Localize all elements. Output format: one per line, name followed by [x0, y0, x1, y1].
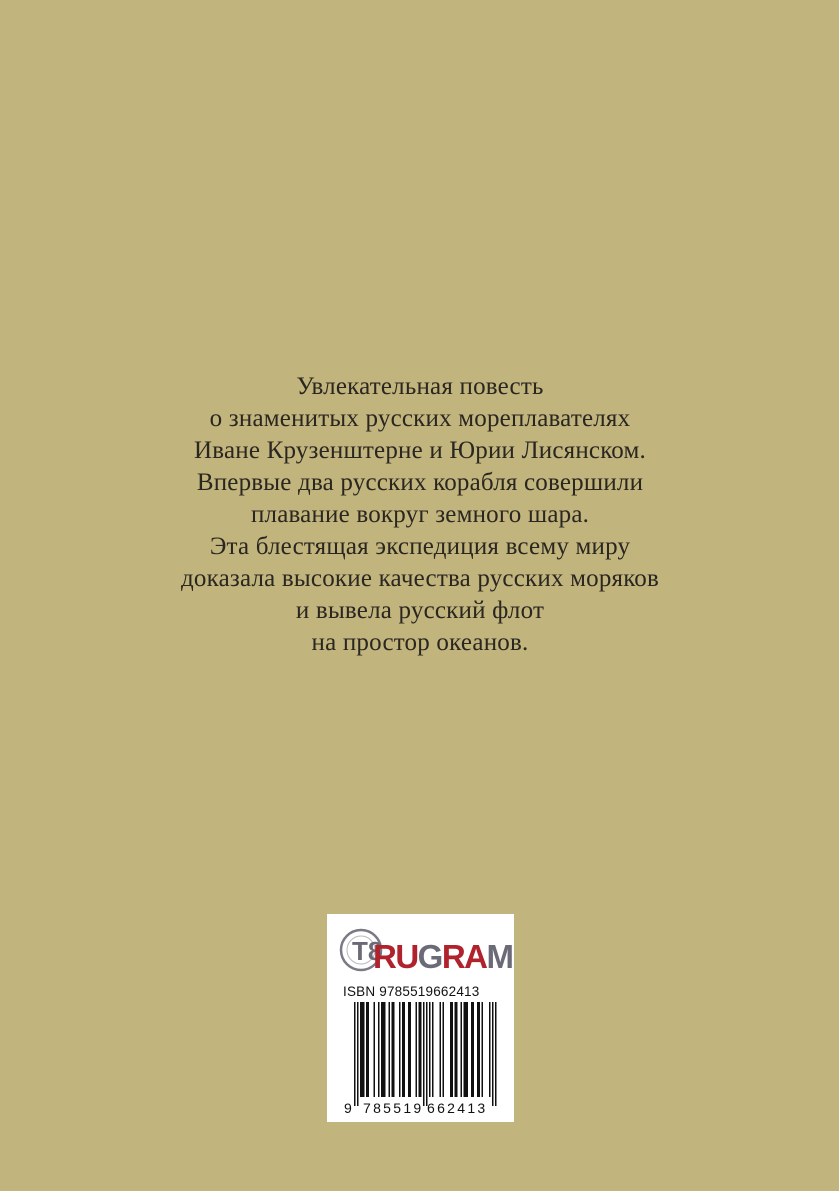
barcode-digit-prefix: 9 — [344, 1100, 352, 1116]
barcode-digits-right: 662413 — [427, 1100, 488, 1116]
barcode-guard-bar — [426, 1002, 428, 1106]
annotation-line: плавание вокруг земного шара. — [250, 501, 590, 528]
annotation-line: Эта блестящая экспедиция всему миру — [209, 533, 631, 560]
barcode-bar — [419, 1002, 422, 1097]
barcode-guard-bar — [423, 1002, 425, 1106]
barcode-bar — [471, 1002, 474, 1097]
wordmark-part: M — [486, 938, 513, 975]
annotation-line: на простор океанов. — [311, 629, 529, 656]
barcode-guard-bar — [357, 1002, 359, 1106]
barcode-digits-left: 785519 — [363, 1100, 424, 1116]
barcode-guard-bar — [495, 1002, 497, 1106]
barcode-bar — [429, 1002, 431, 1097]
annotation-line: Впервые два русских корабля совершили — [196, 469, 644, 496]
barcode-bar — [408, 1002, 411, 1097]
annotation-line: доказала высокие качества русских моряков — [181, 565, 659, 592]
publisher-emblem-text: T8 — [352, 936, 383, 966]
barcode-bar — [366, 1002, 369, 1097]
barcode-bar — [443, 1002, 445, 1097]
barcode-bar — [450, 1002, 453, 1097]
barcode-guard-bar — [354, 1002, 356, 1106]
barcode-bar — [402, 1002, 405, 1097]
annotation-line: и вывела русский флот — [295, 597, 545, 624]
barcode-bar — [378, 1002, 380, 1097]
annotation-line: Увлекательная повесть — [296, 373, 544, 400]
annotation-text — [100, 371, 740, 659]
barcode-bar — [432, 1002, 434, 1097]
annotation-line: о знаменитых русских мореплавателях — [209, 405, 631, 432]
barcode-bar — [389, 1002, 391, 1097]
barcode-bar — [477, 1002, 480, 1097]
wordmark-part: RU — [373, 938, 418, 975]
barcode-bar — [381, 1002, 386, 1097]
barcode-bar — [374, 1002, 376, 1097]
barcode-bar — [482, 1002, 484, 1097]
annotation-line: Иване Крузенштерне и Юрии Лисянском. — [194, 437, 646, 464]
barcode-guard-bar — [492, 1002, 494, 1106]
barcode — [327, 914, 514, 1122]
barcode-bar — [455, 1002, 458, 1097]
wordmark-part: RA — [441, 938, 487, 975]
barcode-bar — [489, 1002, 491, 1097]
barcode-bar — [392, 1002, 395, 1097]
wordmark-part: G — [417, 938, 442, 975]
isbn-number: ISBN 9785519662413 — [343, 984, 480, 999]
barcode-bar — [440, 1002, 442, 1097]
isbn-label-panel — [327, 914, 514, 1122]
barcode-bar — [360, 1002, 365, 1097]
barcode-bar — [399, 1002, 401, 1097]
barcode-bar — [461, 1002, 463, 1097]
barcode-bar — [416, 1002, 418, 1097]
barcode-bar — [464, 1002, 469, 1097]
